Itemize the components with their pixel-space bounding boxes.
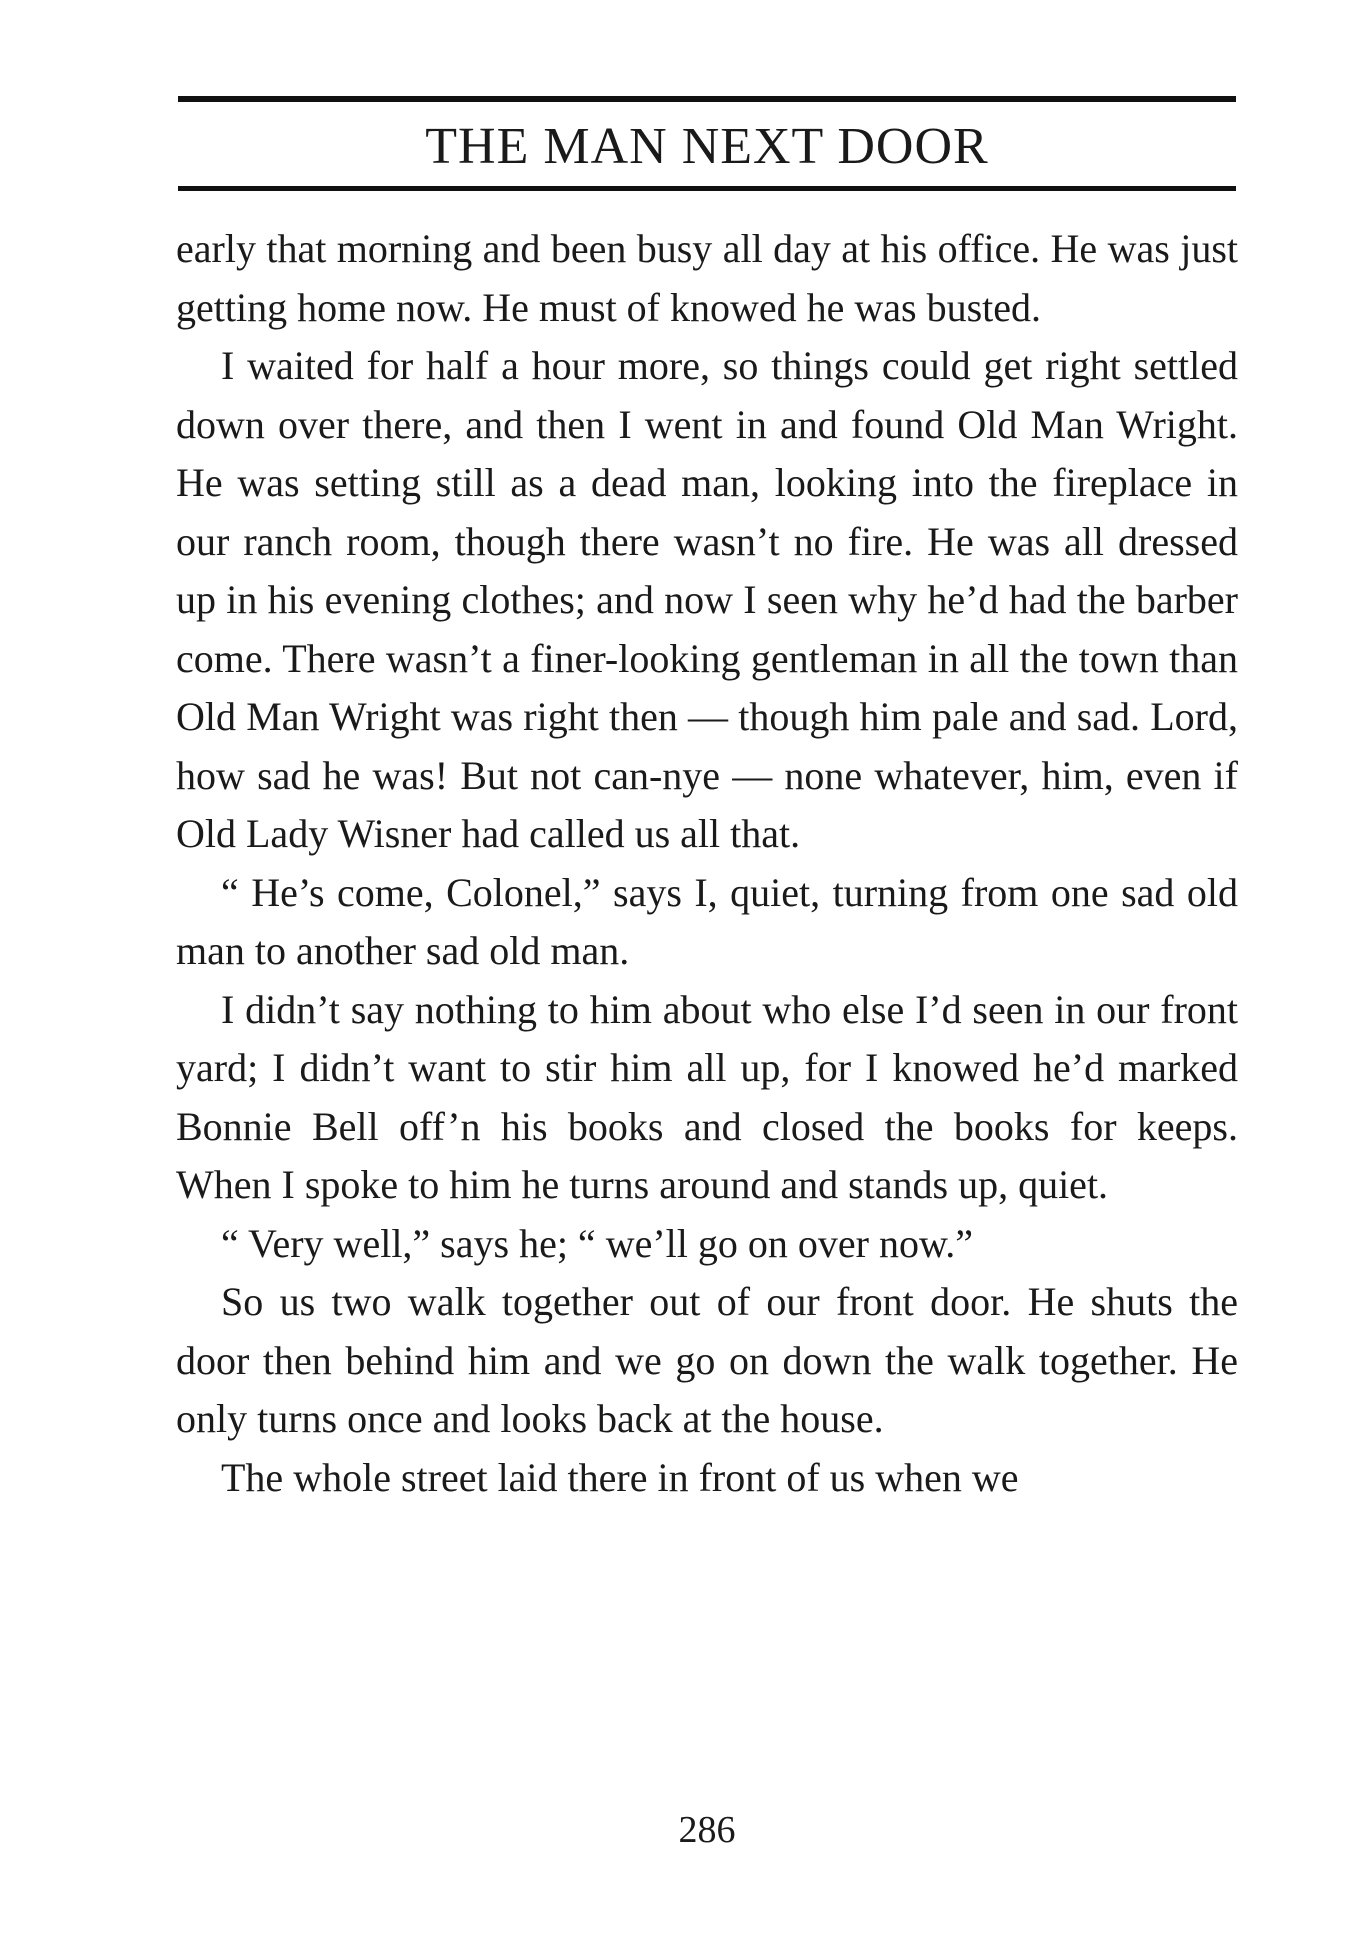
paragraph: “ He’s come, Colonel,” says I, quiet, turning from one sad old man to another sad old man.	[176, 869, 1238, 973]
paragraph: The whole street laid there in front of us when we	[221, 1454, 1019, 1500]
header-rule-top	[178, 96, 1236, 102]
running-head: THE MAN NEXT DOOR	[425, 118, 989, 175]
paragraph: I waited for half a hour more, so things could get right settled down over there, and then I went in and found Old Man Wright. He was setting still as a dead man, looking into the fireplace in our ranch room, though there wasn’t no fire. He was all dressed up in his evening clothes; and now I seen why he’d had the barber come. There wasn’t a finer-looking gentleman in all the town than Old Man Wright was right then — though him pale and sad. Lord, how sad he was! But not can-nye — none whatever, him, even if Old Lady Wisner had called us all that.	[176, 343, 1238, 856]
paragraph: “ Very well,” says he; “ we’ll go on over now.”	[221, 1220, 973, 1266]
paragraph: So us two walk together out of our front door. He shuts the door then behind him and we go on down the walk together. He only turns once and looks back at the house.	[176, 1279, 1238, 1441]
page-number: 286	[678, 1809, 736, 1851]
paragraph: early that morning and been busy all day at his office. He was just getting home now. He must of knowed he was busted.	[176, 226, 1238, 330]
body-text	[176, 220, 1238, 1507]
header-rule-bottom	[178, 186, 1236, 191]
paragraph: I didn’t say nothing to him about who else I’d seen in our front yard; I didn’t want to stir him all up, for I knowed he’d marked Bonnie Bell off’n his books and closed the books for keeps. When I spoke to him he turns around and stands up, quiet.	[176, 986, 1238, 1207]
